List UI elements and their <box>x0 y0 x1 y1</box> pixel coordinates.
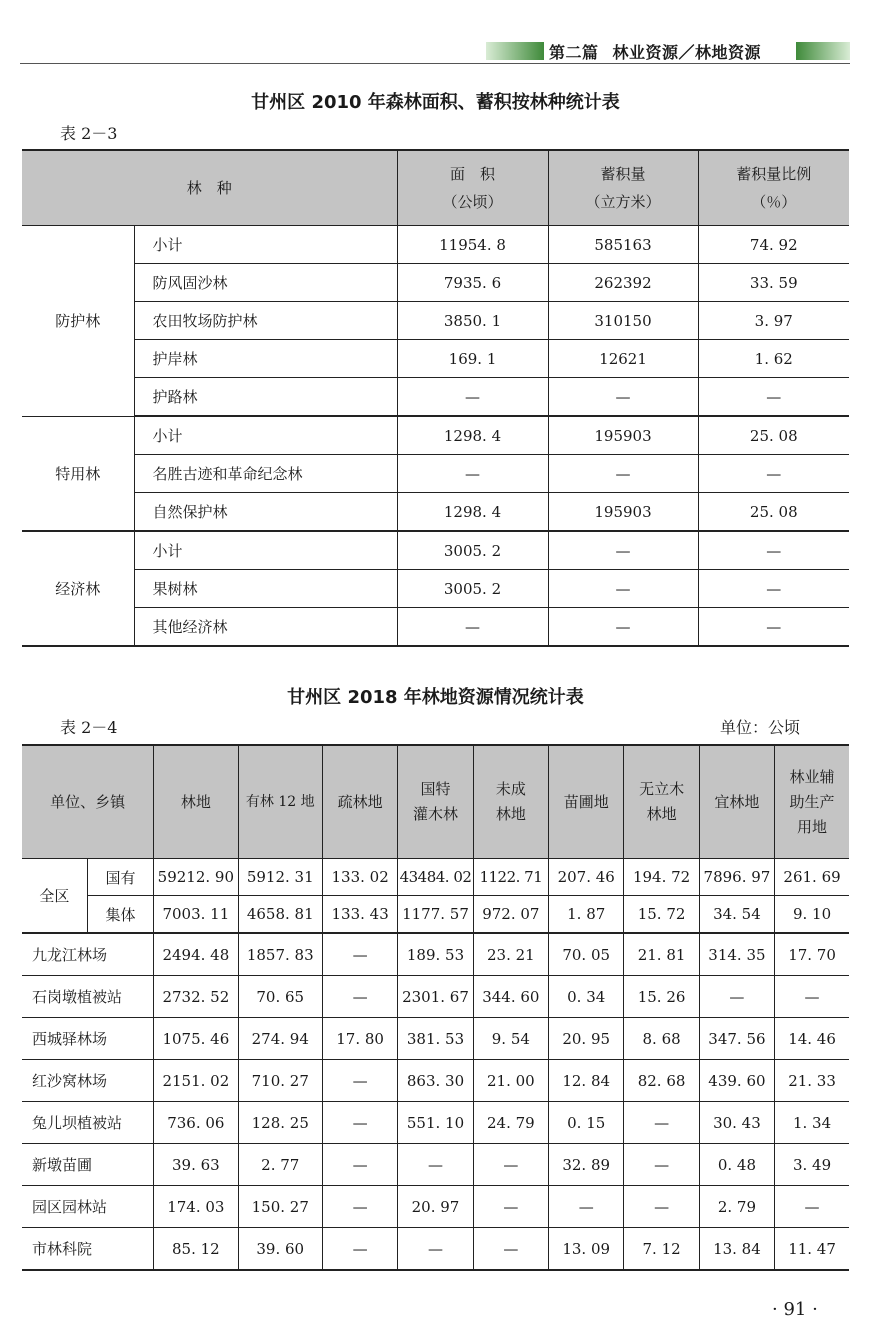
table-cell: 21. 33 <box>775 1060 849 1102</box>
row-label: 兔儿坝植被站 <box>22 1102 154 1144</box>
table-row <box>22 1186 849 1228</box>
table-row <box>22 1060 849 1102</box>
page-number: · 91 · <box>772 1299 818 1320</box>
table-cell: 21. 00 <box>473 1060 548 1102</box>
table-cell: 310150 <box>548 302 698 340</box>
table-cell: 381. 53 <box>398 1018 473 1060</box>
table-cell: 国有 <box>87 859 153 896</box>
row-label: 市林科院 <box>32 1240 93 1258</box>
table-row <box>22 1102 849 1144</box>
row-label: 红沙窝林场 <box>22 1060 154 1102</box>
table-cell: 4658. 81 <box>238 896 322 934</box>
table-cell: 7. 12 <box>624 1228 699 1271</box>
table-cell: — <box>698 378 849 417</box>
table-cell: — <box>397 378 548 417</box>
table-cell: 128. 25 <box>238 1102 322 1144</box>
table-cell: 863. 30 <box>398 1060 473 1102</box>
col-header-area: 面 积 （公顷） <box>397 150 548 226</box>
table-cell: 小计 <box>134 226 397 264</box>
table-cell: 261. 69 <box>775 859 849 896</box>
col-header-volume: 蓄积量 （立方米） <box>548 150 698 226</box>
table2-label: 表 2－4 <box>60 718 118 737</box>
row-label: 石岗墩植被站 <box>22 976 154 1018</box>
forestland-resource-table <box>22 744 849 1271</box>
table-cell: 3. 97 <box>698 302 849 340</box>
table-cell: 439. 60 <box>699 1060 774 1102</box>
table-cell: 25. 08 <box>698 493 849 532</box>
table-cell: 20. 95 <box>549 1018 624 1060</box>
table-cell: 17. 80 <box>322 1018 397 1060</box>
table-row <box>22 570 849 608</box>
table-cell: 1177. 57 <box>398 896 473 934</box>
table-cell: — <box>397 608 548 647</box>
row-label: 九龙江林场 <box>22 933 154 976</box>
table-cell: 小计 <box>134 531 397 570</box>
table-row <box>22 1018 849 1060</box>
table-cell: 12621 <box>548 340 698 378</box>
table-row <box>22 340 849 378</box>
table-cell: 7896. 97 <box>699 859 774 896</box>
table-row <box>22 455 849 493</box>
table-cell: 17. 70 <box>775 933 849 976</box>
table-cell: 207. 46 <box>549 859 624 896</box>
col-header-auxiliary: 林业辅 助生产 用地 <box>775 745 849 859</box>
table-cell: — <box>775 976 849 1018</box>
table-cell: 1. 62 <box>698 340 849 378</box>
table-cell: 551. 10 <box>398 1102 473 1144</box>
table-cell: 972. 07 <box>473 896 548 934</box>
table-row <box>22 378 849 417</box>
col-header-sparse-forest: 疏林地 <box>322 745 397 859</box>
table-cell: 1. 34 <box>775 1102 849 1144</box>
table-cell: 70. 65 <box>238 976 322 1018</box>
table-cell: 防风固沙林 <box>134 264 397 302</box>
table-cell: 名胜古迹和革命纪念林 <box>134 455 397 493</box>
table-row <box>22 608 849 647</box>
table-cell: 护岸林 <box>134 340 397 378</box>
table-cell: 347. 56 <box>699 1018 774 1060</box>
table-cell: 8. 68 <box>624 1018 699 1060</box>
table-cell: — <box>473 1144 548 1186</box>
table-cell: 护路林 <box>134 378 397 417</box>
table-cell: 174. 03 <box>154 1186 238 1228</box>
running-header <box>549 40 761 63</box>
table-row <box>22 416 849 455</box>
table-cell: 85. 12 <box>154 1228 238 1271</box>
header-section: 第二篇 <box>549 43 599 62</box>
row-label: 新墩苗圃 <box>22 1144 154 1186</box>
col-header-ratio: 蓄积量比例 （％） <box>698 150 849 226</box>
table-cell: 1298. 4 <box>397 416 548 455</box>
table-cell: — <box>322 1228 397 1271</box>
table-cell: 11954. 8 <box>397 226 548 264</box>
table-cell: — <box>322 933 397 976</box>
table-cell: 194. 72 <box>624 859 699 896</box>
table-cell: — <box>624 1144 699 1186</box>
table-cell: 20. 97 <box>398 1186 473 1228</box>
table-cell: 32. 89 <box>549 1144 624 1186</box>
col-header-stocked-land: 有林 12 地 <box>238 745 322 859</box>
table-cell: — <box>624 1102 699 1144</box>
table-cell: 集体 <box>87 896 153 934</box>
table-cell: 1298. 4 <box>397 493 548 532</box>
table-cell: 39. 60 <box>238 1228 322 1271</box>
table-header-row <box>22 745 849 859</box>
table-cell: — <box>549 1186 624 1228</box>
col-header-forest-type: 林 种 <box>22 150 397 226</box>
header-rule <box>20 63 850 64</box>
table-cell: 150. 27 <box>238 1186 322 1228</box>
table-cell: — <box>548 531 698 570</box>
table-cell: — <box>699 976 774 1018</box>
table-cell: 70. 05 <box>549 933 624 976</box>
table-cell: 24. 79 <box>473 1102 548 1144</box>
table-cell: — <box>548 608 698 647</box>
table-cell: 262392 <box>548 264 698 302</box>
table-row <box>22 933 849 976</box>
col-header-forestland: 林地 <box>154 745 238 859</box>
table-cell: 15. 26 <box>624 976 699 1018</box>
table-cell: 5912. 31 <box>238 859 322 896</box>
table-cell: 3850. 1 <box>397 302 548 340</box>
table-cell: 7003. 11 <box>154 896 238 934</box>
table-cell: 39. 63 <box>154 1144 238 1186</box>
table-cell: — <box>624 1186 699 1228</box>
table-cell: 2301. 67 <box>398 976 473 1018</box>
table-cell: — <box>397 455 548 493</box>
table-row <box>22 976 849 1018</box>
table-cell: 1075. 46 <box>154 1018 238 1060</box>
table-cell: 2151. 02 <box>154 1060 238 1102</box>
table-cell: 14. 46 <box>775 1018 849 1060</box>
table-header-row <box>22 150 849 226</box>
table-cell: 11. 47 <box>775 1228 849 1271</box>
table-cell: 3005. 2 <box>397 531 548 570</box>
table-cell: — <box>473 1228 548 1271</box>
table-cell: 133. 43 <box>322 896 397 934</box>
table-cell: 9. 10 <box>775 896 849 934</box>
table-cell: — <box>398 1228 473 1271</box>
table-cell: — <box>548 570 698 608</box>
table-cell: 自然保护林 <box>134 493 397 532</box>
table-cell: 其他经济林 <box>134 608 397 647</box>
header-decoration-right <box>796 42 850 60</box>
table-cell: — <box>548 455 698 493</box>
col-header-shrub: 国特 灌木林 <box>398 745 473 859</box>
table-cell: 1857. 83 <box>238 933 322 976</box>
group-label: 防护林 <box>22 226 134 417</box>
table-cell: — <box>322 976 397 1018</box>
table-cell: 195903 <box>548 416 698 455</box>
row-label: 西城驿林场 <box>22 1018 154 1060</box>
table1-title: 甘州区 2010 年森林面积、蓄积按林种统计表 <box>251 92 620 113</box>
table-cell: 33. 59 <box>698 264 849 302</box>
table-cell: 9. 54 <box>473 1018 548 1060</box>
table-cell: 2494. 48 <box>154 933 238 976</box>
table-cell: — <box>473 1186 548 1228</box>
table2-unit: 单位：公顷 <box>720 718 801 737</box>
header-decoration-left <box>486 42 544 60</box>
table-cell: 585163 <box>548 226 698 264</box>
table-cell: — <box>322 1186 397 1228</box>
table-row <box>22 302 849 340</box>
table-row <box>22 1144 849 1186</box>
table-cell: 133. 02 <box>322 859 397 896</box>
table-cell: — <box>698 531 849 570</box>
table-cell: 43484. 02 <box>398 859 473 896</box>
table-cell: 0. 15 <box>549 1102 624 1144</box>
total-label: 全区 <box>22 859 87 934</box>
table-cell: 21. 81 <box>624 933 699 976</box>
table-cell: 34. 54 <box>699 896 774 934</box>
table-cell: 13. 09 <box>549 1228 624 1271</box>
table-cell: 2732. 52 <box>154 976 238 1018</box>
group-label: 经济林 <box>55 580 101 598</box>
table-cell: 314. 35 <box>699 933 774 976</box>
group-label: 特用林 <box>22 416 134 531</box>
table-cell: 59212. 90 <box>154 859 238 896</box>
table-cell: — <box>698 570 849 608</box>
table-cell: — <box>775 1186 849 1228</box>
col-header-treeless: 无立木 林地 <box>624 745 699 859</box>
table-row <box>22 493 849 532</box>
table-cell: — <box>698 608 849 647</box>
table-row <box>22 531 849 570</box>
table-cell: 2. 79 <box>699 1186 774 1228</box>
row-label: 园区园林站 <box>22 1186 154 1228</box>
table-cell: 小计 <box>134 416 397 455</box>
table-cell: 30. 43 <box>699 1102 774 1144</box>
table2-title: 甘州区 2018 年林地资源情况统计表 <box>287 687 584 708</box>
table-cell: — <box>698 455 849 493</box>
table-cell: 736. 06 <box>154 1102 238 1144</box>
table-cell: 274. 94 <box>238 1018 322 1060</box>
table-row <box>22 859 849 896</box>
col-header-nursery: 苗圃地 <box>549 745 624 859</box>
col-header-suitable: 宜林地 <box>699 745 774 859</box>
table-cell: 15. 72 <box>624 896 699 934</box>
col-header-immature: 未成 林地 <box>473 745 548 859</box>
table-cell: 0. 48 <box>699 1144 774 1186</box>
table-cell: 344. 60 <box>473 976 548 1018</box>
table-row <box>22 264 849 302</box>
col-header-unit: 单位、乡镇 <box>22 745 154 859</box>
table-cell: 82. 68 <box>624 1060 699 1102</box>
table-cell: 74. 92 <box>698 226 849 264</box>
table-row <box>22 1228 849 1271</box>
table-cell: 12. 84 <box>549 1060 624 1102</box>
table1-label: 表 2－3 <box>60 124 118 143</box>
table-row <box>22 226 849 264</box>
table-cell: 195903 <box>548 493 698 532</box>
table-cell: — <box>322 1102 397 1144</box>
table-cell: 23. 21 <box>473 933 548 976</box>
table-cell: 3005. 2 <box>397 570 548 608</box>
table-cell: 13. 84 <box>699 1228 774 1271</box>
table-row <box>22 896 849 934</box>
table-cell: 25. 08 <box>698 416 849 455</box>
forest-type-table <box>22 149 849 647</box>
table-cell: 1. 87 <box>549 896 624 934</box>
table-cell: — <box>548 378 698 417</box>
table-cell: 169. 1 <box>397 340 548 378</box>
header-chapter: 林业资源／林地资源 <box>612 43 762 62</box>
table-cell: — <box>398 1144 473 1186</box>
table-cell: 果树林 <box>134 570 397 608</box>
table-cell: 710. 27 <box>238 1060 322 1102</box>
table-cell: — <box>322 1144 397 1186</box>
table-cell: 2. 77 <box>238 1144 322 1186</box>
table-cell: 7935. 6 <box>397 264 548 302</box>
table-cell: 3. 49 <box>775 1144 849 1186</box>
table-cell: 189. 53 <box>398 933 473 976</box>
table-cell: — <box>322 1060 397 1102</box>
table-cell: 0. 34 <box>549 976 624 1018</box>
table-cell: 农田牧场防护林 <box>134 302 397 340</box>
table-cell: 1122. 71 <box>473 859 548 896</box>
